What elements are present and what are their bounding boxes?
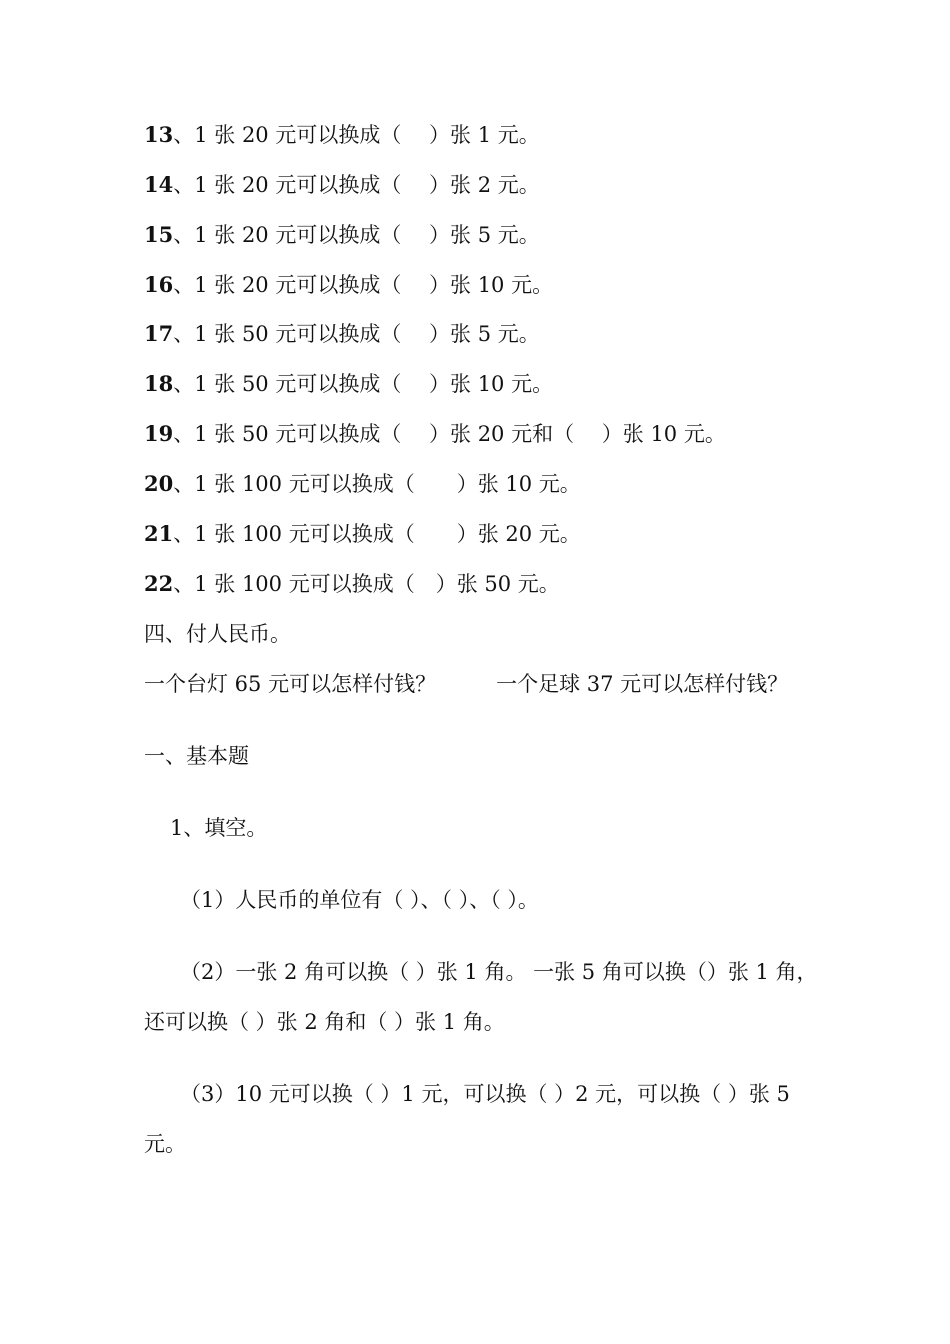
question-3-line-2: 元。	[144, 1132, 186, 1156]
payment-questions	[144, 670, 788, 698]
exchange-item-14: 14、1 张 20 元可以换成（ ）张 2 元。	[144, 172, 540, 197]
question-lamp: 一个台灯 65 元可以怎样付钱？	[144, 672, 437, 696]
exchange-item-13: 13、1 张 20 元可以换成（ ）张 1 元。	[144, 122, 540, 147]
question-2-line-1: （2）一张 2 角可以换（ ）张 1 角。 一张 5 角可以换（）张 1 角，	[180, 960, 818, 984]
question-football: 一个足球 37 元可以怎样付钱？	[496, 672, 789, 696]
fill-blank-heading: 1、填空。	[170, 816, 268, 840]
section-4-title: 四、付人民币。	[144, 622, 291, 646]
exchange-item-17: 17、1 张 50 元可以换成（ ）张 5 元。	[144, 321, 540, 346]
question-3-line-1: （3）10 元可以换（ ）1 元，可以换（ ）2 元，可以换（ ）张 5	[180, 1082, 790, 1106]
exchange-item-18: 18、1 张 50 元可以换成（ ）张 10 元。	[144, 371, 554, 396]
exchange-item-19: 19、1 张 50 元可以换成（ ）张 20 元和（ ）张 10 元。	[144, 421, 726, 446]
question-2-line-2: 还可以换（ ）张 2 角和（ ）张 1 角。	[144, 1010, 505, 1034]
exchange-item-21: 21、1 张 100 元可以换成（ ）张 20 元。	[144, 521, 581, 546]
exchange-item-22: 22、1 张 100 元可以换成（ ）张 50 元。	[144, 571, 560, 596]
exchange-item-15: 15、1 张 20 元可以换成（ ）张 5 元。	[144, 222, 540, 247]
exchange-item-16: 16、1 张 20 元可以换成（ ）张 10 元。	[144, 272, 554, 297]
question-1: （1）人民币的单位有（ ）、（ ）、（ ）。	[180, 888, 539, 912]
exchange-item-20: 20、1 张 100 元可以换成（ ）张 10 元。	[144, 471, 581, 496]
basic-section-title: 一、基本题	[144, 744, 249, 768]
